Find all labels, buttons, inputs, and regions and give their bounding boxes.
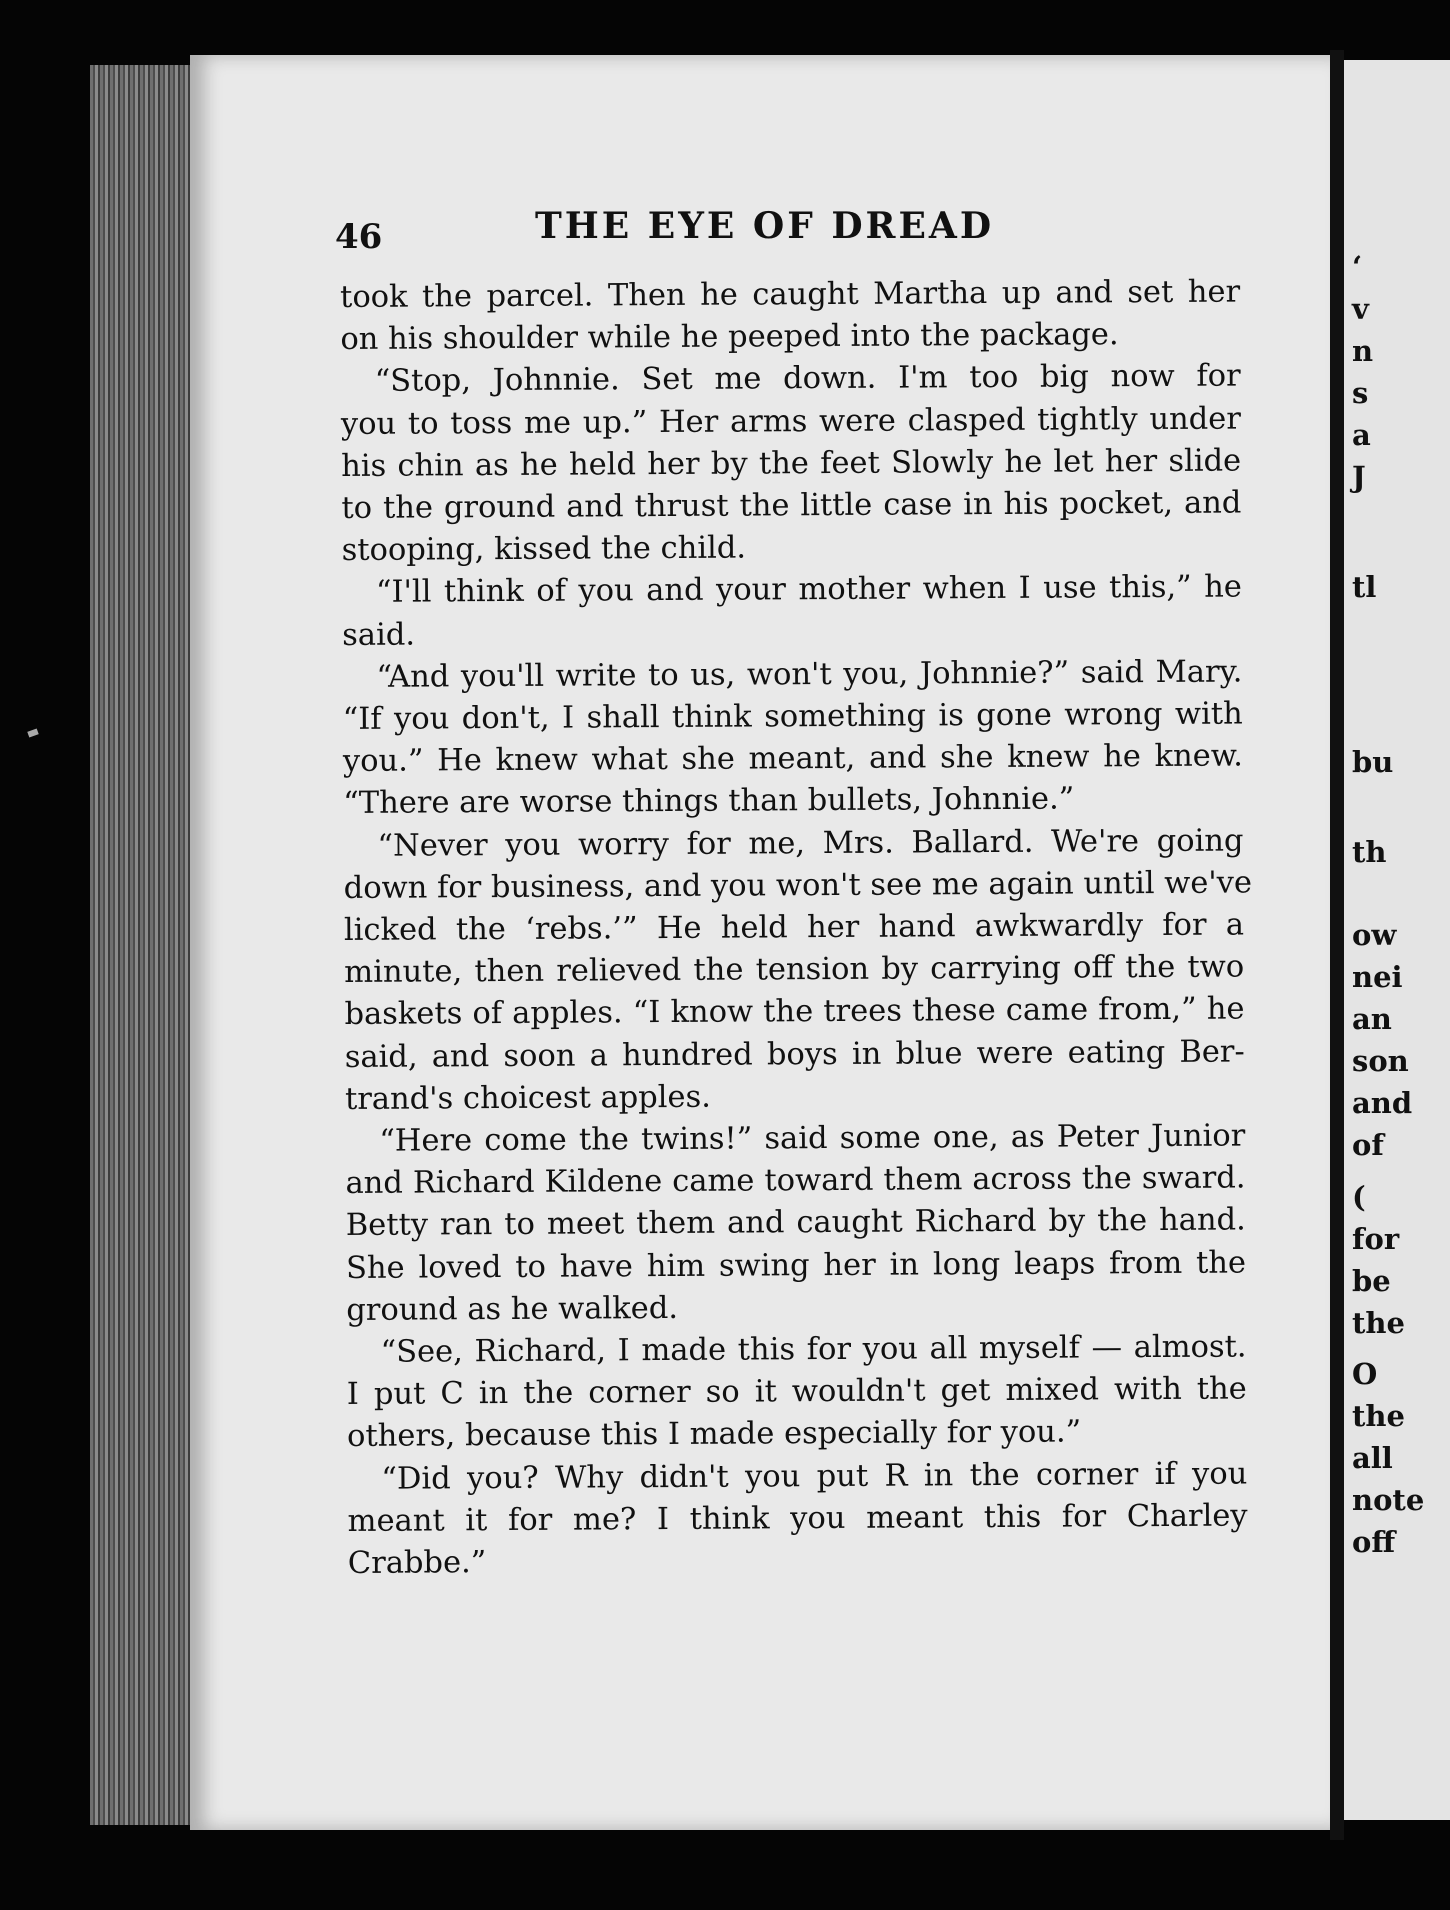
page-number: 46 [335,217,383,257]
facing-page-fragment: off [1352,1525,1396,1559]
text-line: said, and soon a hundred boys in blue were eating Ber- [344,1034,1245,1075]
text-line: ground as he walked. [346,1290,679,1328]
text-line: “If you don't, I shall think something is gone wrong with [342,696,1243,738]
facing-page-fragment: O [1352,1357,1378,1391]
facing-page-fragment: a [1352,418,1371,452]
facing-page-fragment: note [1352,1483,1425,1517]
text-line: to the ground and thrust the little case in his pocket, and [341,485,1242,527]
text-line: “See, Richard, I made this for you all myself — almost. [380,1329,1247,1370]
facing-page-fragment: for [1352,1222,1400,1256]
text-line: others, because this I made especially for you.” [346,1414,1082,1455]
facing-page-fragment: son [1352,1044,1409,1078]
text-line: stooping, kissed the child. [341,530,747,569]
facing-page-fragment: s [1352,376,1369,410]
text-line: Crabbe.” [347,1545,487,1582]
text-line: meant it for me? I think you meant this for Charley [347,1498,1248,1539]
facing-page-fragment: th [1352,835,1387,869]
text-line: baskets of apples. “I know the trees these came from,” he [344,991,1245,1033]
text-line: said. [342,617,416,653]
text-line: you to toss me up.” Her arms were clasped tightly under [340,401,1241,442]
book-gutter [1330,50,1344,1840]
page-header [335,205,1215,265]
text-line: minute, then relieved the tension by carrying off the two [344,949,1245,991]
facing-page-fragment: the [1352,1306,1405,1340]
text-line: “Did you? Why didn't you put R in the corner if you [381,1456,1248,1497]
facing-page-fragment: an [1352,1002,1392,1036]
text-line: took the parcel. Then he caught Martha up and set her [340,274,1241,315]
text-line: I put C in the corner so it wouldn't get mixed with the [346,1371,1247,1413]
text-line: licked the ‘rebs.’” He held her hand awkwardly for a [343,907,1245,949]
facing-page-fragment: be [1352,1264,1391,1298]
facing-page-fragment: ow [1352,918,1397,952]
facing-page-fragment: ( [1352,1180,1366,1214]
text-line: “Stop, Johnnie. Set me down. I'm too big now for [374,358,1241,400]
facing-page-fragment: the [1352,1399,1405,1433]
facing-page-fragment: nei [1352,960,1403,994]
running-head: THE EYE OF DREAD [535,205,995,247]
scan-artifact [27,728,38,737]
facing-page-fragment: v [1352,292,1369,326]
facing-page-fragment: all [1352,1441,1393,1475]
facing-page [1344,60,1450,1820]
facing-page-fragment: ‘ [1352,250,1363,284]
facing-page-fragment: J [1352,460,1366,494]
text-line: down for business, and you won't see me again until we've [343,865,1253,906]
facing-page-fragment: of [1352,1128,1384,1162]
text-line: Betty ran to meet them and caught Richard by the hand. [345,1202,1246,1244]
left-page [190,55,1330,1830]
facing-page-fragment: n [1352,334,1374,368]
text-line: trand's choicest apples. [344,1079,712,1117]
facing-page-fragment: and [1352,1086,1413,1120]
text-line: “Here come the twins!” said some one, as Peter Junior [379,1118,1246,1159]
text-line: his chin as he held her by the feet Slowly he let her slide [341,443,1242,484]
text-line: She loved to have him swing her in long leaps from the [345,1245,1247,1286]
text-line: and Richard Kildene came toward them across the sward. [345,1160,1246,1202]
body-text [340,272,1253,1586]
text-line: “And you'll write to us, won't you, Johnnie?” said Mary. [376,654,1243,695]
book-page-edges [90,65,200,1825]
facing-page-fragment: bu [1352,745,1394,779]
text-line: “There are worse things than bullets, Johnnie.” [343,781,1075,822]
text-line: “I'll think of you and your mother when I use this,” he [375,569,1243,611]
text-line: you.” He knew what she meant, and she knew he knew. [342,738,1244,780]
facing-page-fragment: tl [1352,570,1377,604]
text-line: on his shoulder while he peeped into the package. [340,317,1119,358]
text-line: “Never you worry for me, Mrs. Ballard. We're going [377,823,1244,864]
